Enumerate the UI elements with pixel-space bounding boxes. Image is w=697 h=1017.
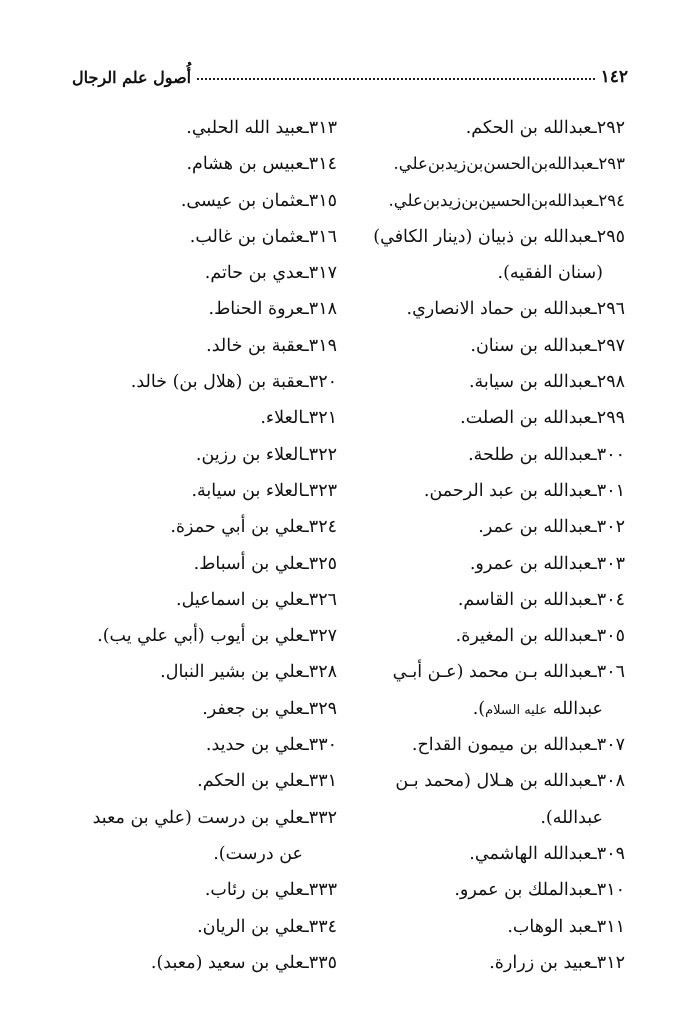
list-item <box>357 291 625 327</box>
entry-text: ٣٣١ـعلي بن الحكم. <box>197 771 337 792</box>
list-item <box>357 328 625 364</box>
entry-text-end: ). <box>472 698 486 719</box>
list-item <box>357 618 625 654</box>
list-item <box>53 654 337 690</box>
entry-text: ٣٢٩ـعلي بن جعفر. <box>202 698 337 719</box>
list-item <box>357 546 625 582</box>
entry-text: عبدالله). <box>540 807 603 828</box>
entry-text: ٢٩٤ـعبدالله‌بن‌الحسين‌بن‌زيد‌بن‌علي. <box>388 190 625 210</box>
list-item <box>53 255 337 291</box>
entry-text: ٣٣٣ـعلي بن رئاب. <box>204 880 337 901</box>
list-item <box>357 836 625 872</box>
right-column <box>357 110 625 981</box>
list-item-continuation <box>357 255 625 291</box>
entry-text: ٣٠٧ـعبدالله بن ميمون القداح. <box>411 735 625 756</box>
list-item <box>53 400 337 436</box>
entry-text: ٢٩٢ـعبدالله بن الحكم. <box>465 118 625 138</box>
list-item-continuation <box>357 800 625 836</box>
entry-text: ٣١٧ـعدي بن حاتم. <box>204 263 337 284</box>
entry-text: ٣١٤ـعبيس بن هشام. <box>186 154 337 175</box>
entry-text: ٢٩٧ـعبدالله بن سنان. <box>470 335 625 356</box>
list-item <box>357 945 625 981</box>
entry-text: ٢٩٨ـعبدالله بن سيابة. <box>468 372 625 393</box>
list-item <box>53 763 337 799</box>
list-item <box>53 872 337 908</box>
entry-text: ٣٢٢ـالعلاء بن رزين. <box>195 444 337 465</box>
list-item <box>357 473 625 509</box>
list-item <box>357 654 625 690</box>
entry-text: ٣٢٣ـالعلاء بن سيابة. <box>191 480 337 501</box>
list-item <box>53 364 337 400</box>
list-item <box>357 909 625 945</box>
entry-text: ٣١٢ـعبيد بن زرارة. <box>489 952 625 973</box>
entry-text: ٣٣٤ـعلي بن الريان. <box>197 916 337 937</box>
entry-text: عن درست). <box>213 843 303 864</box>
entry-text: ٣٠١ـعبدالله بن عبد الرحمن. <box>423 480 625 501</box>
entry-text: ٣٣٢ـعلي بن درست (علي بن معبد <box>92 807 337 828</box>
list-item <box>357 219 625 255</box>
entry-text: ٣١٦ـعثمان بن غالب. <box>189 226 337 247</box>
list-item <box>357 183 625 219</box>
entry-text: ٣١٣ـعبيد الله الحلبي. <box>186 118 337 138</box>
entry-text: (سنان الفقيه). <box>497 263 603 284</box>
list-item <box>53 110 337 146</box>
list-item <box>53 909 337 945</box>
entry-text: ٣٠٤ـعبدالله بن القاسم. <box>457 589 625 610</box>
list-item-continuation <box>53 836 337 872</box>
dotted-leader <box>197 78 595 80</box>
list-item <box>53 437 337 473</box>
list-item <box>53 473 337 509</box>
list-item <box>357 582 625 618</box>
entry-text: ٣١٩ـعقبة بن خالد. <box>206 335 337 356</box>
entry-text: ٣١٠ـعبدالملك بن عمرو. <box>454 880 625 901</box>
list-item <box>53 183 337 219</box>
list-item <box>357 437 625 473</box>
entry-text: ٢٩٥ـعبدالله بن ذبيان (دينار الكافي) <box>373 226 625 247</box>
left-column <box>53 110 337 981</box>
list-item <box>357 509 625 545</box>
list-item <box>357 763 625 799</box>
entry-text: ٣٢٠ـعقبة بن (هلال بن) خالد. <box>130 372 337 393</box>
list-item <box>53 691 337 727</box>
list-item <box>53 146 337 182</box>
list-item <box>53 509 337 545</box>
entry-text: ٣٠٨ـعبدالله بن هـلال (محمد بـن <box>395 771 625 792</box>
list-item <box>53 546 337 582</box>
entry-text: ٣٢٨ـعلي بن بشير النبال. <box>160 662 337 683</box>
entry-text: ٣٠٢ـعبدالله بن عمر. <box>478 517 625 538</box>
entry-text: ٣٢١ـالعلاء. <box>260 408 337 429</box>
entry-text: ٣٠٣ـعبدالله بن عمرو. <box>469 553 625 574</box>
entry-text: ٣٢٥ـعلي بن أسباط. <box>193 553 337 574</box>
list-item <box>53 800 337 836</box>
entry-text: ٣٣٠ـعلي بن حديد. <box>205 735 337 756</box>
list-item <box>357 364 625 400</box>
entry-text: ٣٣٥ـعلي بن سعيد (معبد). <box>150 952 337 973</box>
entry-text: ٣٢٤ـعلي بن أبي حمزة. <box>170 517 337 538</box>
entry-text: ٣٢٦ـعلي بن اسماعيل. <box>176 589 337 610</box>
entry-text: ٣٠٦ـعبدالله بـن محمد (عـن أبـي <box>392 662 625 683</box>
list-item <box>357 110 625 146</box>
entry-text: ٣١٨ـعروة الحناط. <box>208 299 337 320</box>
list-item <box>357 146 625 182</box>
entry-text: ٣١٥ـعثمان بن عيسى. <box>180 190 337 211</box>
entry-text: ٢٩٦ـعبدالله بن حماد الانصاري. <box>406 299 625 320</box>
entry-text: ٣٠٩ـعبدالله الهاشمي. <box>469 843 625 864</box>
list-item-continuation <box>357 691 625 727</box>
entry-text: ٣٠٠ـعبدالله بن طلحة. <box>468 444 625 465</box>
honorific-mark: عليه السلام <box>485 702 548 718</box>
running-title: أُصول علم الرجال <box>72 67 192 87</box>
entry-text: ٢٩٣ـعبدالله‌بن‌الحسن‌بن‌زيد‌بن‌علي. <box>393 154 625 174</box>
list-item <box>53 945 337 981</box>
list-item <box>53 727 337 763</box>
entry-text: ٣٠٥ـعبدالله بن المغيرة. <box>455 626 625 647</box>
list-item <box>53 582 337 618</box>
entry-text: ٢٩٩ـعبدالله بن الصلت. <box>460 408 625 429</box>
list-item <box>357 872 625 908</box>
list-item <box>357 400 625 436</box>
running-header <box>72 62 628 92</box>
entry-text: عبدالله <box>547 698 603 719</box>
entry-text: ٣٢٧ـعلي بن أيوب (أبي علي يب). <box>97 626 337 647</box>
list-item <box>53 291 337 327</box>
list-item <box>53 219 337 255</box>
list-item <box>357 727 625 763</box>
page-number: ١٤٢ <box>600 67 628 87</box>
list-item <box>53 328 337 364</box>
entry-text: ٣١١ـعبد الوهاب. <box>507 916 625 937</box>
list-item <box>53 618 337 654</box>
